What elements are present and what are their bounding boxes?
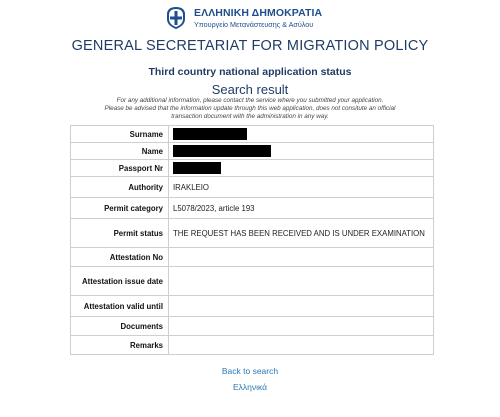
row-label-permit-category: Permit category (71, 198, 169, 219)
row-value-passport (169, 160, 434, 177)
table-row (71, 317, 434, 336)
language-switch-link[interactable]: Ελληνικά (232, 382, 268, 392)
row-value-attestation-issue-date (169, 267, 434, 296)
greek-coat-of-arms-icon (165, 6, 187, 30)
result-table (70, 125, 434, 355)
notice-line: For any additional information, please contact the service where you submitted your application. (116, 97, 384, 104)
back-to-search-link[interactable]: Back to search (221, 366, 279, 376)
notice-text (60, 97, 440, 121)
row-label-surname: Surname (71, 126, 169, 143)
row-label-permit-status: Permit status (71, 219, 169, 248)
notice-line: Please be advised that the information update through this web application, does not consitute an official (104, 105, 396, 112)
table-row (71, 143, 434, 160)
site-header (0, 6, 500, 32)
page-title: GENERAL SECRETARIAT FOR MIGRATION POLICY (71, 38, 429, 54)
redaction-block (173, 128, 247, 140)
table-row (71, 248, 434, 267)
row-value-authority: IRAKLEIO (169, 177, 434, 198)
language-link-container (0, 382, 500, 392)
redaction-block (173, 145, 271, 157)
row-label-authority: Authority (71, 177, 169, 198)
table-row (71, 177, 434, 198)
row-label-documents: Documents (71, 317, 169, 336)
table-row (71, 267, 434, 296)
row-label-attestation-issue-date: Attestation issue date (71, 267, 169, 296)
row-label-passport: Passport Nr (71, 160, 169, 177)
row-label-attestation-valid-until: Attestation valid until (71, 296, 169, 317)
redaction-block (173, 162, 221, 174)
search-result-heading: Search result (211, 82, 289, 97)
table-row (71, 336, 434, 355)
table-row (71, 296, 434, 317)
row-value-attestation-no (169, 248, 434, 267)
table-row (71, 160, 434, 177)
row-value-permit-category: L5078/2023, article 193 (169, 198, 434, 219)
row-value-surname (169, 126, 434, 143)
row-value-remarks (169, 336, 434, 355)
row-value-attestation-valid-until (169, 296, 434, 317)
table-row (71, 126, 434, 143)
row-label-remarks: Remarks (71, 336, 169, 355)
row-label-name: Name (71, 143, 169, 160)
row-label-attestation-no: Attestation No (71, 248, 169, 267)
ministry-title: ΕΛΛΗΝΙΚΗ ΔΗΜΟΚΡΑΤΙΑ (194, 7, 323, 19)
table-row (71, 198, 434, 219)
table-row (71, 219, 434, 248)
notice-line: transaction document with the administration in any way. (171, 113, 329, 120)
row-value-name (169, 143, 434, 160)
row-value-documents (169, 317, 434, 336)
ministry-subtitle: Υπουργείο Μετανάστευσης & Ασύλου (194, 20, 314, 29)
row-value-permit-status: THE REQUEST HAS BEEN RECEIVED AND IS UNDER EXAMINATION (169, 219, 434, 248)
back-link-container (0, 366, 500, 376)
application-status-heading: Third country national application status (148, 66, 352, 78)
